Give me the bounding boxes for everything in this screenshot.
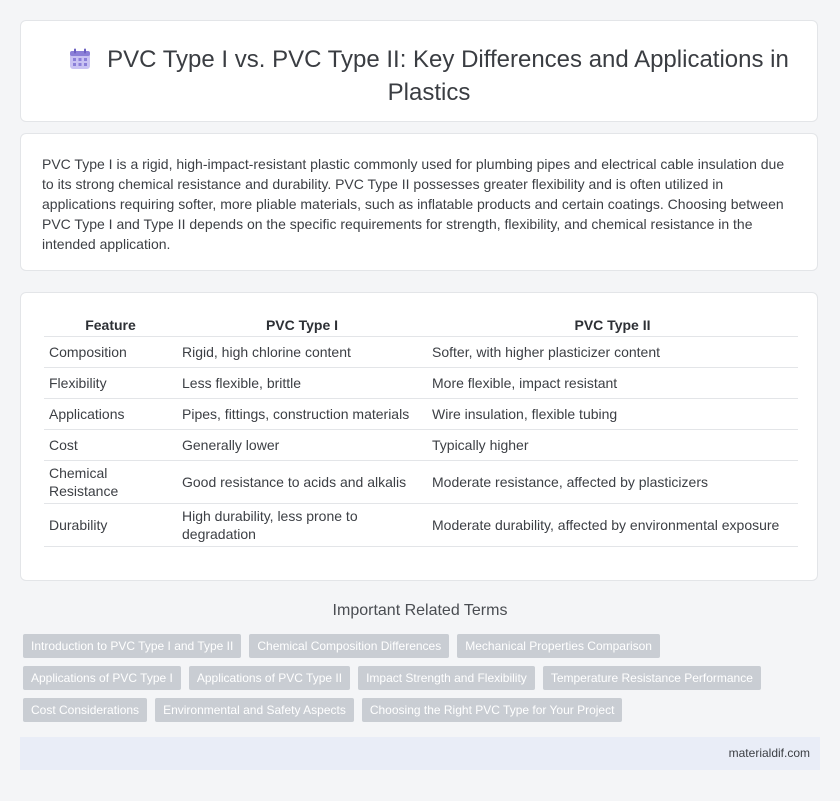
comparison-card bbox=[20, 292, 818, 581]
calendar-grid-icon bbox=[69, 48, 91, 78]
title-card bbox=[20, 20, 818, 122]
table-row bbox=[44, 461, 798, 504]
related-term-tag[interactable]: Mechanical Properties Comparison bbox=[457, 634, 660, 658]
related-term-tag[interactable]: Temperature Resistance Performance bbox=[543, 666, 761, 690]
type-ii-cell: Moderate durability, affected by environmental exposure bbox=[427, 504, 798, 547]
table-row bbox=[44, 368, 798, 399]
type-i-cell: Rigid, high chlorine content bbox=[177, 337, 427, 368]
intro-card bbox=[20, 133, 818, 271]
header-pvc-type-i: PVC Type I bbox=[177, 314, 427, 337]
related-term-tag[interactable]: Impact Strength and Flexibility bbox=[358, 666, 535, 690]
related-term-tag[interactable]: Applications of PVC Type II bbox=[189, 666, 350, 690]
related-term-tag[interactable]: Applications of PVC Type I bbox=[23, 666, 181, 690]
header-pvc-type-ii: PVC Type II bbox=[427, 314, 798, 337]
table-row bbox=[44, 399, 798, 430]
feature-cell: Applications bbox=[44, 399, 177, 430]
type-i-cell: Pipes, fittings, construction materials bbox=[177, 399, 427, 430]
related-term-tag[interactable]: Chemical Composition Differences bbox=[249, 634, 449, 658]
feature-cell: Composition bbox=[44, 337, 177, 368]
related-term-tag[interactable]: Environmental and Safety Aspects bbox=[155, 698, 354, 722]
type-i-cell: Good resistance to acids and alkalis bbox=[177, 461, 427, 504]
footer bbox=[20, 737, 820, 770]
table-row bbox=[44, 337, 798, 368]
feature-cell: Cost bbox=[44, 430, 177, 461]
page-title: PVC Type I vs. PVC Type II: Key Differences and Applications in Plastics bbox=[107, 46, 789, 106]
footer-site[interactable]: materialdif.com bbox=[728, 746, 810, 760]
header-feature: Feature bbox=[44, 314, 177, 337]
related-term-tag[interactable]: Cost Considerations bbox=[23, 698, 147, 722]
table-header-row bbox=[44, 314, 798, 337]
type-i-cell: Generally lower bbox=[177, 430, 427, 461]
comparison-table bbox=[44, 314, 798, 547]
type-i-cell: Less flexible, brittle bbox=[177, 368, 427, 399]
related-terms-list bbox=[23, 634, 803, 730]
type-ii-cell: Moderate resistance, affected by plasticizers bbox=[427, 461, 798, 504]
type-ii-cell: Typically higher bbox=[427, 430, 798, 461]
related-term-tag[interactable]: Introduction to PVC Type I and Type II bbox=[23, 634, 241, 658]
type-ii-cell: Wire insulation, flexible tubing bbox=[427, 399, 798, 430]
related-term-tag[interactable]: Choosing the Right PVC Type for Your Project bbox=[362, 698, 623, 722]
feature-cell: Chemical Resistance bbox=[44, 461, 177, 504]
feature-cell: Durability bbox=[44, 504, 177, 547]
feature-cell: Flexibility bbox=[44, 368, 177, 399]
type-ii-cell: Softer, with higher plasticizer content bbox=[427, 337, 798, 368]
type-i-cell: High durability, less prone to degradation bbox=[177, 504, 427, 547]
table-row bbox=[44, 504, 798, 547]
type-ii-cell: More flexible, impact resistant bbox=[427, 368, 798, 399]
intro-paragraph: PVC Type I is a rigid, high-impact-resistant plastic commonly used for plumbing pipes and electrical cable insulation due to its strong chemical resistance and durability. PVC Type II possesses greater flexibility and is often utilized in applications requiring softer, more pliable materials, such as inflatable products and certain coatings. Choosing between PVC Type I and Type II depends on the specific requirements for strength, flexibility, and chemical resistance in the intended application. bbox=[42, 156, 785, 252]
table-row bbox=[44, 430, 798, 461]
related-terms-heading: Important Related Terms bbox=[332, 602, 508, 619]
